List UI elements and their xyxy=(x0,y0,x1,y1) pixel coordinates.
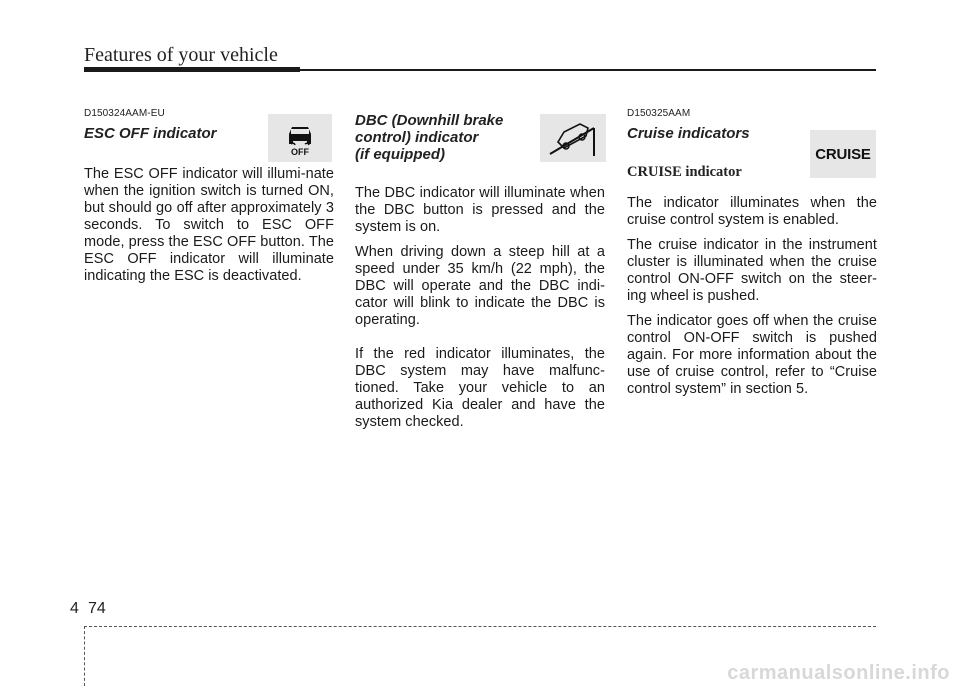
header-rule-thick xyxy=(84,67,300,72)
dbc-icon-graphic xyxy=(544,116,602,160)
footer-vertical-rule xyxy=(84,626,85,686)
body-paragraph: The cruise indicator in the instrument cluster is illuminated when the cruise control ON-OFF switch on the steer-ing wheel is pushed. xyxy=(627,237,877,304)
esc-off-label: OFF xyxy=(291,147,309,157)
footer-rule xyxy=(84,626,876,627)
body-paragraph: The indicator goes off when the cruise control ON-OFF switch is pushed again. For more information about the use of cruise control, refer to “Cruise control system” in section 5. xyxy=(627,313,877,397)
page-number: 74 xyxy=(88,600,106,617)
body-paragraph: The DBC indicator will illuminate when the DBC button is pressed and the system is on. xyxy=(355,185,605,235)
section-code: D150324AAM-EU xyxy=(84,108,165,119)
watermark: carmanualsonline.info xyxy=(727,662,950,684)
section-heading: Cruise indicators xyxy=(627,125,750,142)
cruise-icon-label: CRUISE xyxy=(815,145,871,163)
section-code: D150325AAM xyxy=(627,108,691,119)
header-rule-thin xyxy=(300,69,876,71)
section-heading-line: control) indicator xyxy=(355,129,479,146)
section-subheading: CRUISE indicator xyxy=(627,164,742,180)
body-paragraph: The ESC OFF indicator will illumi-nate when the ignition switch is turned ON, but should go off after approximately 3 seconds. To switch to ESC OFF mode, press the ESC OFF button. The ESC OFF indicator will illuminate indicating the ESC is deactivated. xyxy=(84,166,334,284)
dbc-icon xyxy=(540,114,606,162)
page-header-title: Features of your vehicle xyxy=(84,44,278,66)
body-paragraph: The indicator illuminates when the cruise control system is enabled. xyxy=(627,195,877,228)
cruise-icon xyxy=(810,130,876,178)
body-paragraph: When driving down a steep hill at a speed under 35 km/h (22 mph), the DBC will operate and the DBC indi-cator will blink to indicate the DBC is operating. xyxy=(355,244,605,328)
esc-off-icon xyxy=(268,114,332,162)
chapter-number: 4 xyxy=(70,600,79,617)
esc-off-icon-graphic xyxy=(280,118,320,158)
section-heading-line: DBC (Downhill brake xyxy=(355,112,504,129)
section-heading: ESC OFF indicator xyxy=(84,125,217,142)
section-heading-line: (if equipped) xyxy=(355,146,445,163)
body-paragraph: If the red indicator illuminates, the DBC system may have malfunc-tioned. Take your vehicle to an authorized Kia dealer and have the system checked. xyxy=(355,346,605,430)
